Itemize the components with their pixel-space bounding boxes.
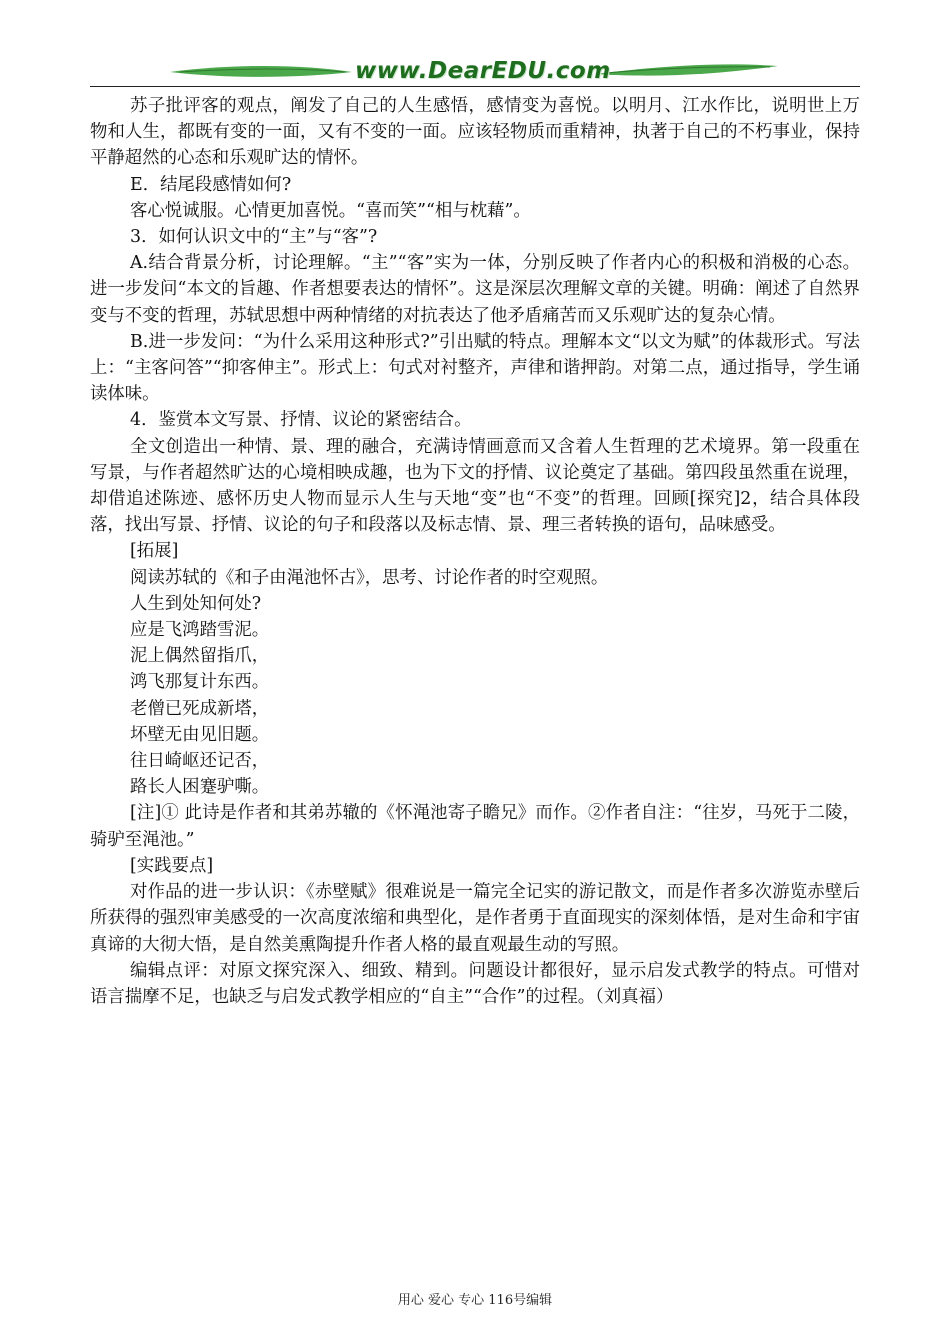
- section-heading: 4．鉴赏本文写景、抒情、议论的紧密结合。: [130, 410, 472, 431]
- editor-comment: 编辑点评：对原文探究深入、细致、精到。问题设计都很好，显示启发式教学的特点。可惜对语言揣摩不足，也缺乏与启发式教学相应的“自主”“合作”的过程。（刘真福）: [90, 960, 860, 1007]
- paragraph: B.进一步发问：“为什么采用这种形式?”引出赋的特点。理解本文“以文为赋”的体裁形式。写法上：“主客问答”“抑客伸主”。形式上：句式对衬整齐，声律和谐押韵。对第二点，通过指导，学生诵读体味。: [90, 331, 860, 405]
- page-footer: 用心 爱心 专心 116号编辑: [397, 1293, 553, 1308]
- poem-line: 泥上偶然留指爪，: [130, 646, 270, 667]
- document-body: [90, 93, 860, 1010]
- section-label: [拓展]: [130, 541, 179, 562]
- paragraph: 对作品的进一步认识：《赤壁赋》很难说是一篇完全记实的游记散文，而是作者多次游览赤壁后所获得的强烈审美感受的一次高度浓缩和典型化，是作者勇于直面现实的深刻体悟，是对生命和宇宙真谛的大彻大悟，是自然美熏陶提升作者人格的最直观最生动的写照。: [90, 882, 860, 955]
- site-logo-text[interactable]: www.DearEDU.com: [355, 58, 611, 84]
- section-label: [实践要点]: [130, 855, 214, 876]
- paragraph: 阅读苏轼的《和子由渑池怀古》，思考、讨论作者的时空观照。: [130, 567, 609, 588]
- poem-line: 鸿飞那复计东西。: [130, 672, 270, 693]
- poem-line: 坏壁无由见旧题。: [130, 724, 270, 745]
- paragraph: 客心悦诚服。心情更加喜悦。“喜而笑”“相与枕藉”。: [130, 200, 531, 221]
- paragraph: A.结合背景分析，讨论理解。“主”“客”实为一体，分别反映了作者内心的积极和消极的心态。进一步发问“本文的旨趣、作者想要表达的情怀”。这是深层次理解文章的关键。明确：阐述了自然界变与不变的哲理，苏轼思想中两种情绪的对抗表达了他矛盾痛苦而又乐观旷达的复杂心情。: [90, 253, 860, 326]
- paragraph: E．结尾段感情如何?: [130, 174, 292, 195]
- poem-line: 人生到处知何处?: [130, 593, 262, 614]
- note-paragraph: [注]① 此诗是作者和其弟苏辙的《怀渑池寄子瞻兄》而作。②作者自注：“往岁，马死于二陵，骑驴至渑池。”: [90, 803, 860, 850]
- poem-line: 路长人困蹇驴嘶。: [130, 777, 270, 798]
- section-heading: 3．如何认识文中的“主”与“客”?: [130, 227, 378, 248]
- header-divider: [90, 86, 860, 87]
- paragraph: 全文创造出一种情、景、理的融合，充满诗情画意而又含着人生哲理的艺术境界。第一段重在写景，与作者超然旷达的心境相映成趣，也为下文的抒情、议论奠定了基础。第四段虽然重在说理，却借追述陈迹、感怀历史人物而显示人生与天地“变”也“不变”的哲理。回顾[探究]2，结合具体段落，找出写景、抒情、议论的句子和段落以及标志情、景、理三者转换的语句，品味感受。: [90, 436, 860, 536]
- poem-line: 应是飞鸿踏雪泥。: [130, 620, 270, 641]
- paragraph: 苏子批评客的观点，阐发了自己的人生感悟，感情变为喜悦。以明月、江水作比，说明世上万物和人生，都既有变的一面，又有不变的一面。应该轻物质而重精神，执著于自己的不朽事业，保持平静超然的心态和乐观旷达的情怀。: [90, 96, 860, 169]
- poem-line: 往日崎岖还记否，: [130, 751, 270, 772]
- poem-line: 老僧已死成新塔，: [130, 698, 270, 719]
